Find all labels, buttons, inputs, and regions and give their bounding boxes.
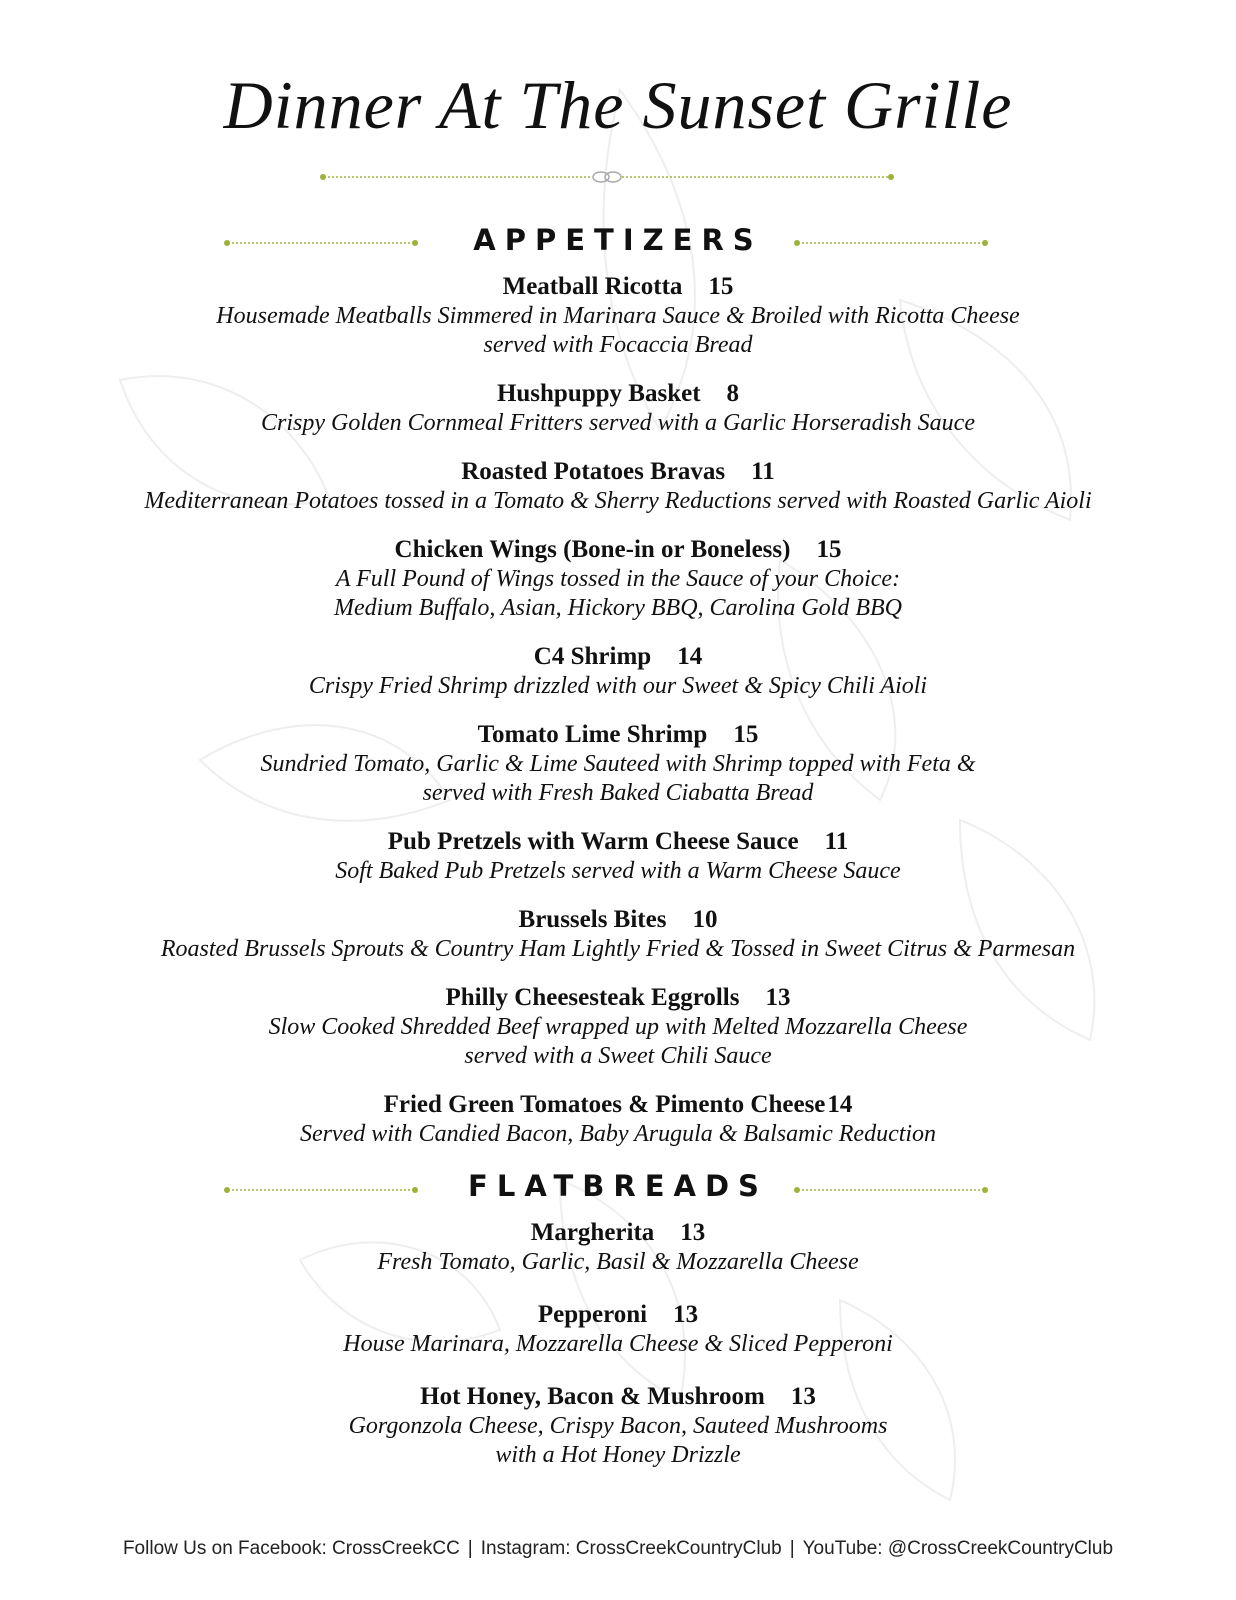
flatbreads-list	[0, 1218, 1236, 1470]
item-description: Roasted Brussels Sprouts & Country Ham Lightly Fried & Tossed in Sweet Citrus & Parmesan	[160, 936, 1076, 962]
item-name: Meatball Ricotta	[502, 273, 683, 300]
flatbreads-right-ornament	[794, 1185, 988, 1195]
menu-item	[0, 272, 1236, 360]
item-name: Hushpuppy Basket	[496, 380, 701, 407]
item-price: 11	[824, 828, 849, 855]
item-description: Served with Candied Bacon, Baby Arugula & Balsamic Reduction	[299, 1121, 937, 1147]
item-name: Roasted Potatoes Bravas	[461, 458, 726, 485]
item-price: 14	[827, 1091, 853, 1118]
item-description: A Full Pound of Wings tossed in the Sauce of your Choice:	[335, 566, 901, 592]
footer-separator: |	[467, 1538, 473, 1559]
item-price: 8	[726, 380, 740, 407]
item-price: 15	[733, 721, 759, 748]
item-description: served with Focaccia Bread	[483, 332, 753, 358]
item-price: 13	[680, 1219, 706, 1246]
item-price: 15	[816, 536, 842, 563]
menu-item	[0, 379, 1236, 438]
footer-separator: |	[789, 1538, 795, 1559]
social-footer	[0, 1538, 1236, 1560]
item-name: Pub Pretzels with Warm Cheese Sauce	[387, 828, 799, 855]
item-description: Mediterranean Potatoes tossed in a Tomato & Sherry Reductions served with Roasted Garlic Aioli	[144, 488, 1092, 514]
item-price: 13	[790, 1383, 816, 1410]
page-title: Dinner At The Sunset Grille	[223, 67, 1013, 143]
item-description: House Marinara, Mozzarella Cheese & Sliced Pepperoni	[343, 1331, 893, 1357]
item-name: Hot Honey, Bacon & Mushroom	[420, 1383, 765, 1410]
menu-item	[0, 983, 1236, 1071]
item-description: Slow Cooked Shredded Beef wrapped up with Melted Mozzarella Cheese	[268, 1014, 968, 1040]
menu-item	[0, 905, 1236, 964]
appetizers-list	[0, 272, 1236, 1149]
item-description: served with Fresh Baked Ciabatta Bread	[422, 780, 814, 806]
menu-item	[0, 720, 1236, 808]
item-name: C4 Shrimp	[533, 643, 652, 670]
menu-item	[0, 457, 1236, 516]
title-divider-ornament	[320, 170, 894, 180]
menu-item	[0, 1090, 1236, 1149]
menu-item	[0, 642, 1236, 701]
appetizers-right-ornament	[794, 238, 988, 248]
item-name: Brussels Bites	[518, 906, 667, 933]
item-description: Fresh Tomato, Garlic, Basil & Mozzarella Cheese	[377, 1249, 859, 1275]
item-name: Fried Green Tomatoes & Pimento Cheese	[383, 1091, 826, 1118]
item-description: Soft Baked Pub Pretzels served with a Warm Cheese Sauce	[335, 858, 901, 884]
menu-item	[0, 1218, 1236, 1277]
item-description: with a Hot Honey Drizzle	[495, 1442, 741, 1468]
item-price: 15	[708, 273, 734, 300]
item-description: served with a Sweet Chili Sauce	[464, 1043, 772, 1069]
menu-item	[0, 1382, 1236, 1470]
item-price: 10	[692, 906, 718, 933]
item-description: Crispy Fried Shrimp drizzled with our Sweet & Spicy Chili Aioli	[308, 673, 928, 699]
menu-item	[0, 535, 1236, 623]
item-name: Tomato Lime Shrimp	[477, 721, 708, 748]
item-name: Margherita	[530, 1219, 655, 1246]
facebook-link[interactable]: Follow Us on Facebook: CrossCreekCC	[122, 1538, 460, 1559]
item-description: Housemade Meatballs Simmered in Marinara Sauce & Broiled with Ricotta Cheese	[216, 303, 1020, 329]
youtube-link[interactable]: YouTube: @CrossCreekCountryClub	[802, 1538, 1114, 1559]
menu-item	[0, 827, 1236, 886]
item-description: Gorgonzola Cheese, Crispy Bacon, Sauteed Mushrooms	[348, 1413, 888, 1439]
item-price: 13	[673, 1301, 699, 1328]
item-description: Crispy Golden Cornmeal Fritters served with a Garlic Horseradish Sauce	[261, 410, 975, 436]
item-price: 14	[677, 643, 703, 670]
item-description: Medium Buffalo, Asian, Hickory BBQ, Carolina Gold BBQ	[334, 595, 902, 621]
item-name: Philly Cheesesteak Eggrolls	[445, 984, 740, 1011]
item-name: Pepperoni	[537, 1301, 648, 1328]
item-price: 13	[765, 984, 791, 1011]
item-price: 11	[751, 458, 775, 485]
appetizers-heading: APPETIZERS	[473, 223, 763, 257]
item-name: Chicken Wings (Bone-in or Boneless)	[394, 536, 791, 563]
flatbreads-heading: FLATBREADS	[468, 1169, 768, 1203]
item-description: Sundried Tomato, Garlic & Lime Sauteed with Shrimp topped with Feta &	[260, 751, 976, 777]
menu-item	[0, 1300, 1236, 1359]
instagram-link[interactable]: Instagram: CrossCreekCountryClub	[480, 1538, 782, 1559]
